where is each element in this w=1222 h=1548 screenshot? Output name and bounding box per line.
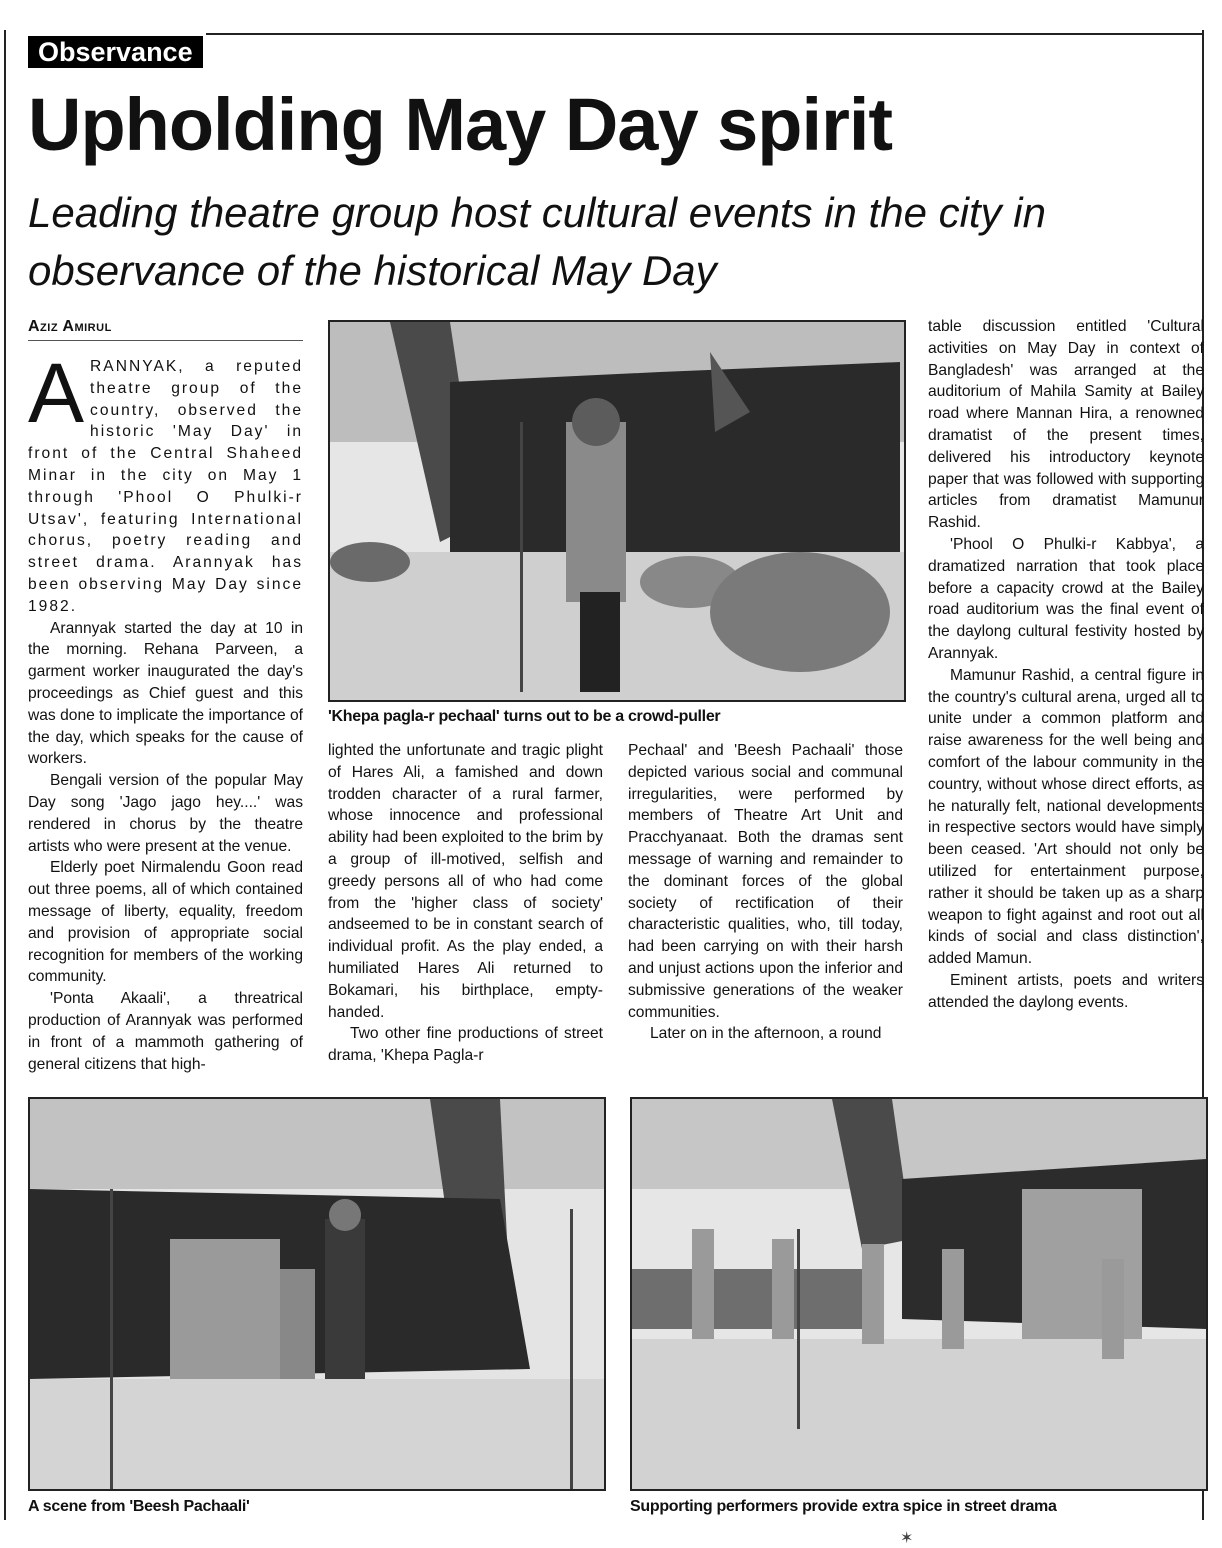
paragraph: Mamunur Rashid, a central figure in the country's cultural arena, urged all to unite under a common platform and raise awareness for the well being and comfort of the labour community in the country, without whose direct efforts, as he naturally felt, national developments in respective sectors would have simply been ceased. 'Art should not only be utilized for entertainment purpose, rather it should be taken up as a sharp weapon to fight against and root out all kinds of social and class distinction', added Mamun.: [928, 666, 1204, 968]
paragraph: 'Ponta Akaali', a threatrical production of Arannyak was performed in front of a mammoth gathering of general citizens that high-: [28, 990, 303, 1073]
photo-beesh-pachaali: [28, 1097, 606, 1491]
paragraph: lighted the unfortunate and tragic plight of Hares Ali, a famished and down trodden character of a rural farmer, whose innocence and professional ability had been exploited to the brim by a group of ill-motived, selfish and greedy persons all of who had come from the 'higher class of society' andseemed to be in constant search of individual profit. As the play ended, a humiliated Hares Ali returned to Bokamari, his birthplace, empty-handed.: [328, 742, 603, 1021]
article-column-1: [28, 346, 303, 1075]
paragraph: Eminent artists, poets and writers attended the daylong events.: [928, 971, 1204, 1011]
paragraph: Pechaal' and 'Beesh Pachaali' those depicted various social and communal irregularities, were performed by members of Theatre Art Unit and Pracchyanaat. Both the dramas sent message of warning and remainder to the dominant forces of the global society of rectification of their characteristic qualities, who, till today, had been carrying on with their harsh and unjust actions upon the inferior and submissive generations of the weaker communities.: [628, 742, 903, 1021]
paragraph: Arannyak started the day at 10 in the morning. Rehana Parveen, a garment worker inaugurated the day's proceedings as Chief guest and this was done to implicate the importance of the day, which speaks for the cause of workers.: [28, 619, 303, 768]
drop-cap: A: [28, 346, 85, 440]
paragraph: Bengali version of the popular May Day song 'Jago jago hey....' was rendered in chorus by the theatre artists who were present at the venue.: [28, 772, 303, 855]
section-label: Observance: [28, 36, 203, 68]
top-border-rule: [206, 33, 1204, 35]
photo-beesh-pachaali-image: [30, 1099, 604, 1489]
paragraph: Later on in the afternoon, a round: [650, 1025, 882, 1043]
subheadline: Leading theatre group host cultural events in the city in observance of the historical May Day: [28, 189, 1046, 294]
article-column-4: [928, 316, 1204, 1014]
article-column-3: [628, 740, 903, 1045]
photo-khepa-pagla-image: [330, 322, 904, 700]
photo-street-drama: [630, 1097, 1208, 1491]
headline: Upholding May Day spirit: [28, 83, 893, 166]
article-column-2: [328, 740, 603, 1067]
photo-khepa-pagla: [328, 320, 906, 702]
paragraph: 'Phool O Phulki-r Kabbya', a dramatized narration that took place before a capacity crowd at the Bailey road auditorium was the final event of the daylong cultural festivity hosted by Arannyak.: [928, 535, 1204, 662]
photo-caption-bottom-right: Supporting performers provide extra spice in street drama: [630, 1498, 1057, 1515]
paragraph: Two other fine productions of street drama, 'Khepa Pagla-r: [328, 1025, 603, 1065]
left-border-rule: [4, 30, 6, 1520]
lead-paragraph: ARANNYAK, a reputed theatre group of the country, observed the historic 'May Day' in front of the Central Shaheed Minar in the city on May 1 through 'Phool O Phulki-r Utsav', featuring International chorus, poetry reading and street drama. Arannyak has been observing May Day since 1982.: [28, 346, 303, 615]
photo-caption-top: 'Khepa pagla-r pechaal' turns out to be a crowd-puller: [328, 708, 721, 725]
ornament-icon: ✶: [900, 1530, 914, 1547]
paragraph: Elderly poet Nirmalendu Goon read out three poems, all of which contained message of liberty, equality, freedom and provision of appropriate social recognition for members of the working community.: [28, 859, 303, 986]
byline-rule: [28, 340, 303, 341]
photo-street-drama-image: [632, 1099, 1206, 1489]
byline: Aziz Amirul: [28, 318, 112, 335]
photo-caption-bottom-left: A scene from 'Beesh Pachaali': [28, 1498, 250, 1515]
paragraph: table discussion entitled 'Cultural activities on May Day in context of Bangladesh' was arranged at the auditorium of Mahila Samity at Bailey road where Mannan Hira, a renowned dramatist of the present times, delivered his introductory keynote paper that was followed with supporting articles from dramatist Mamunur Rashid.: [928, 318, 1204, 532]
